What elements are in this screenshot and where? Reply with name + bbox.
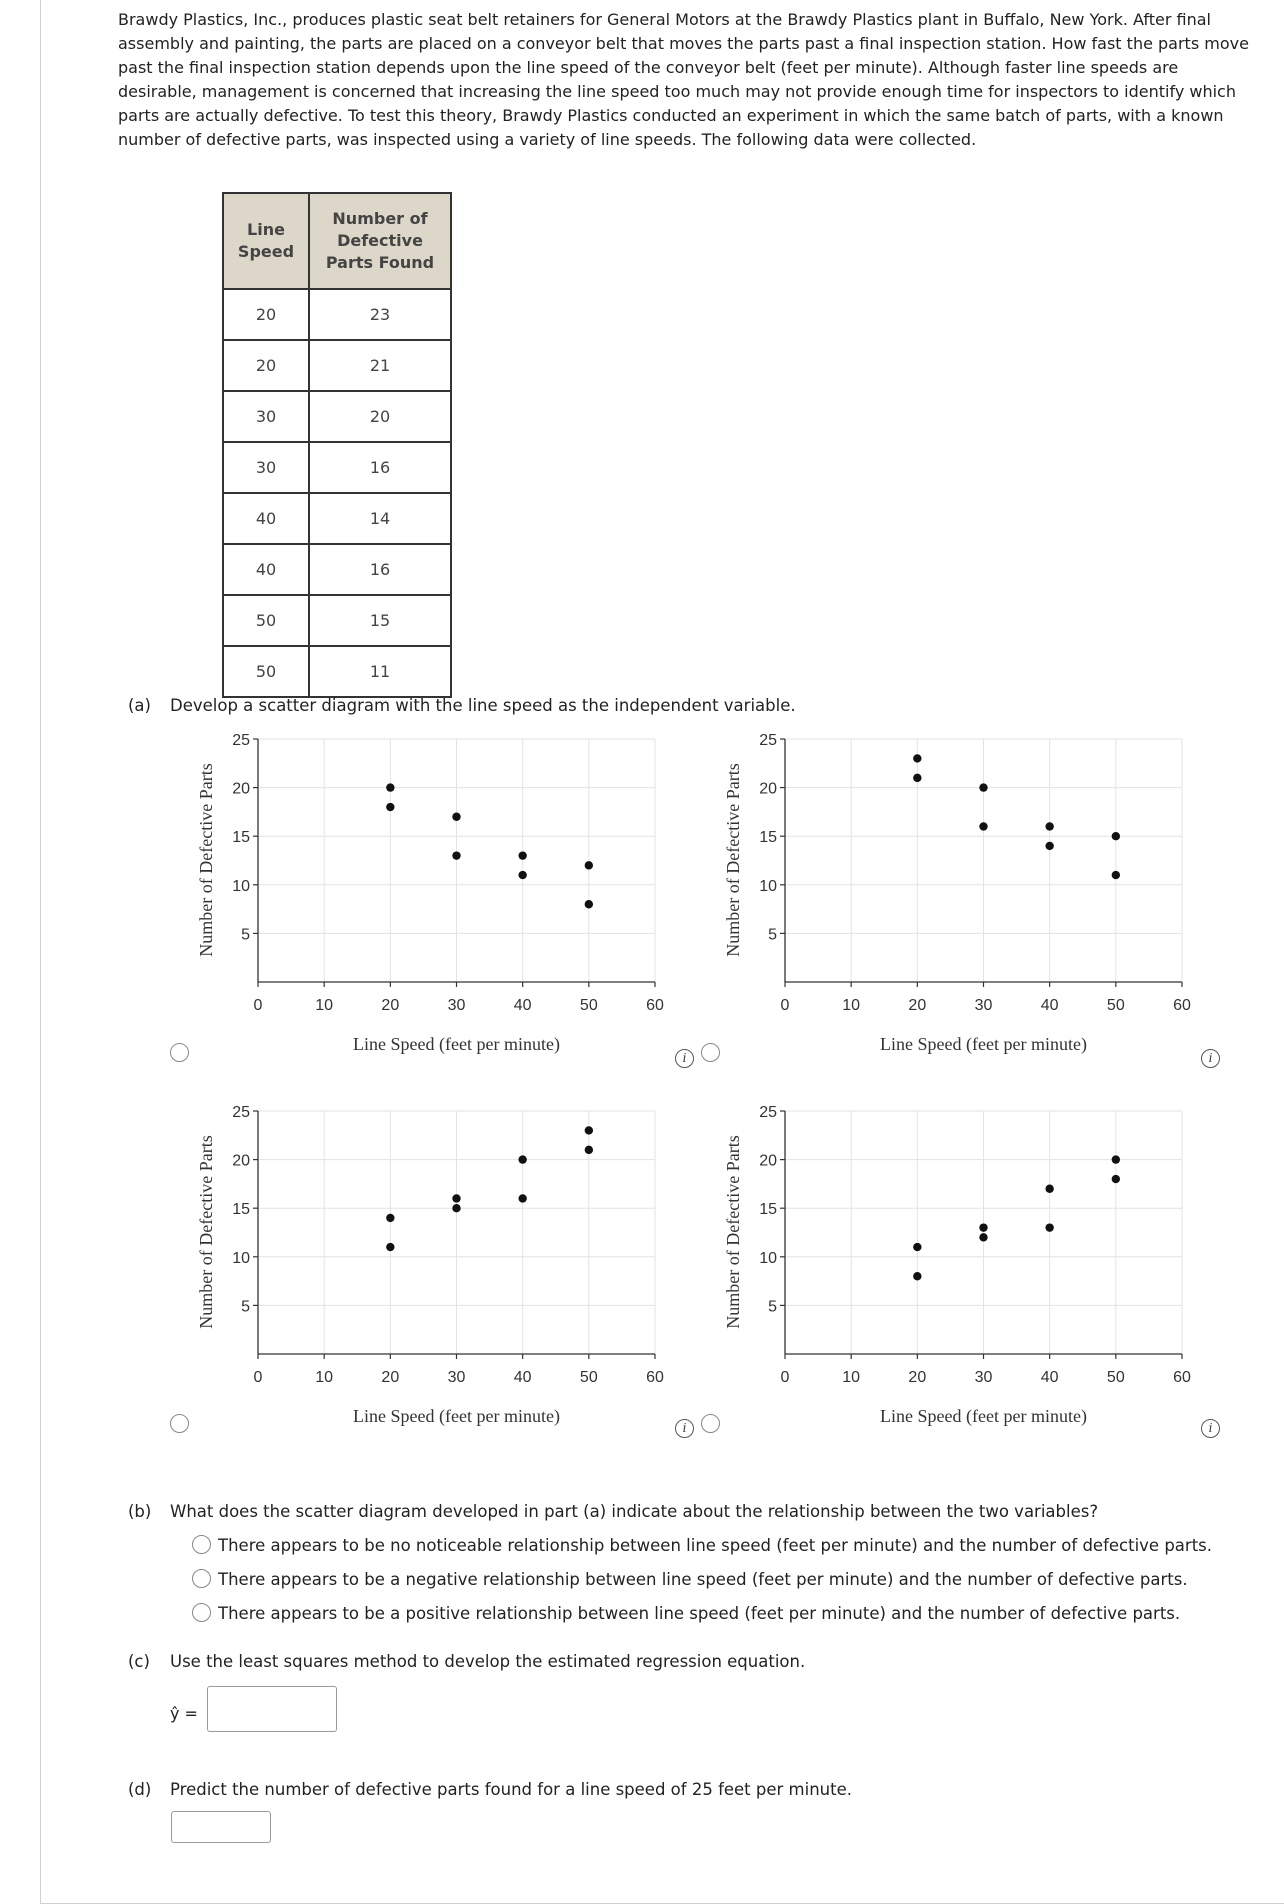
y-tick-label: 25 [232, 1104, 250, 1121]
cell-line-speed: 40 [223, 493, 309, 544]
y-tick-label: 15 [759, 1201, 777, 1219]
data-point [585, 900, 593, 908]
x-tick-label: 60 [1173, 997, 1191, 1014]
data-point [386, 1214, 394, 1222]
data-point [979, 1223, 987, 1231]
cell-line-speed: 30 [223, 442, 309, 493]
data-point [913, 1243, 921, 1251]
cell-line-speed: 40 [223, 544, 309, 595]
data-point [1045, 822, 1053, 830]
table-row [223, 391, 451, 442]
cell-defective-parts: 16 [309, 442, 451, 493]
x-tick-label: 10 [842, 1369, 861, 1386]
prediction-input[interactable] [171, 1811, 271, 1843]
x-tick-label: 50 [1106, 1369, 1125, 1386]
table-row [223, 340, 451, 391]
x-tick-label: 30 [447, 1369, 466, 1386]
y-tick-label: 10 [759, 877, 777, 895]
regression-equation-input[interactable] [207, 1686, 337, 1732]
y-tick-label: 20 [232, 780, 250, 798]
data-table [222, 192, 452, 698]
cell-defective-parts: 21 [309, 340, 451, 391]
data-point [1045, 1223, 1053, 1231]
y-tick-label: 15 [232, 829, 250, 847]
data-point [585, 1146, 593, 1154]
data-point [452, 1204, 460, 1212]
data-point [386, 1243, 394, 1251]
y-tick-label: 10 [232, 877, 250, 895]
y-tick-label: 20 [759, 1152, 777, 1170]
x-tick-label: 30 [974, 997, 993, 1014]
y-tick-label: 5 [241, 926, 250, 944]
scatter-chart-option-4 [717, 1097, 1217, 1437]
y-tick-label: 5 [241, 1298, 250, 1316]
x-tick-label: 40 [1040, 1369, 1059, 1386]
data-point [1045, 1185, 1053, 1193]
data-point [518, 1194, 526, 1202]
y-tick-label: 20 [759, 780, 777, 798]
x-axis-title: Line Speed (feet per minute) [353, 1034, 560, 1054]
cell-line-speed: 30 [223, 391, 309, 442]
x-tick-label: 40 [513, 1369, 532, 1386]
part-b-option-2[interactable]: There appears to be a negative relationship between line speed (feet per minute) and the number of defective parts. [192, 1569, 1188, 1589]
cell-line-speed: 20 [223, 340, 309, 391]
data-point [386, 783, 394, 791]
y-tick-label: 25 [759, 1104, 777, 1121]
chart-option-3-radio[interactable] [170, 1414, 189, 1433]
data-point [518, 871, 526, 879]
y-tick-label: 20 [232, 1152, 250, 1170]
x-axis-title: Line Speed (feet per minute) [880, 1406, 1087, 1426]
part-b-option-3-radio[interactable] [192, 1603, 211, 1622]
y-tick-label: 10 [232, 1249, 250, 1267]
data-point [585, 861, 593, 869]
x-tick-label: 40 [513, 997, 532, 1014]
x-tick-label: 0 [253, 997, 263, 1014]
cell-line-speed: 50 [223, 646, 309, 697]
data-point [979, 783, 987, 791]
y-tick-label: 10 [759, 1249, 777, 1267]
x-tick-label: 10 [315, 997, 334, 1014]
cell-defective-parts: 23 [309, 289, 451, 340]
x-tick-label: 10 [315, 1369, 334, 1386]
x-tick-label: 30 [974, 1369, 993, 1386]
regression-equation-label: ŷ = [170, 1704, 198, 1723]
data-point [979, 822, 987, 830]
data-point [979, 1233, 987, 1241]
part-d-prompt: (d) Predict the number of defective parts found for a line speed of 25 feet per minute. [128, 1780, 852, 1799]
data-point [1112, 871, 1120, 879]
data-point [518, 851, 526, 859]
chart-option-4-radio[interactable] [701, 1414, 720, 1433]
y-axis-title: Number of Defective Parts [196, 1135, 216, 1329]
cell-defective-parts: 15 [309, 595, 451, 646]
y-tick-label: 5 [768, 1298, 777, 1316]
y-tick-label: 25 [759, 732, 777, 749]
part-b-option-1[interactable]: There appears to be no noticeable relationship between line speed (feet per minute) and the number of defective parts. [192, 1535, 1212, 1555]
table-header-row [223, 193, 451, 289]
header-line-speed: Line Speed [223, 193, 309, 289]
chart-option-2-radio[interactable] [701, 1043, 720, 1062]
part-b-option-2-radio[interactable] [192, 1569, 211, 1588]
table-row [223, 544, 451, 595]
cell-defective-parts: 16 [309, 544, 451, 595]
cell-line-speed: 20 [223, 289, 309, 340]
cell-defective-parts: 11 [309, 646, 451, 697]
x-tick-label: 20 [381, 1369, 400, 1386]
table-row [223, 493, 451, 544]
x-tick-label: 60 [646, 997, 664, 1014]
part-b-prompt: (b) What does the scatter diagram developed in part (a) indicate about the relationship between the two variables? [128, 1502, 1099, 1521]
scatter-chart-option-2 [717, 725, 1217, 1065]
data-point [1112, 1155, 1120, 1163]
scatter-chart-option-1 [190, 725, 690, 1065]
data-point [518, 1155, 526, 1163]
data-point [452, 851, 460, 859]
y-axis-title: Number of Defective Parts [723, 1135, 743, 1329]
x-tick-label: 40 [1040, 997, 1059, 1014]
y-axis-title: Number of Defective Parts [196, 763, 216, 957]
y-axis-title: Number of Defective Parts [723, 763, 743, 957]
table-row [223, 442, 451, 493]
y-tick-label: 15 [232, 1201, 250, 1219]
x-tick-label: 50 [579, 1369, 598, 1386]
data-point [1045, 842, 1053, 850]
chart-option-3-info-icon[interactable]: i [675, 1419, 694, 1438]
x-tick-label: 20 [381, 997, 400, 1014]
x-tick-label: 0 [780, 1369, 790, 1386]
cell-defective-parts: 20 [309, 391, 451, 442]
part-c-prompt: (c) Use the least squares method to develop the estimated regression equation. [128, 1652, 806, 1671]
data-point [913, 774, 921, 782]
chart-option-2-info-icon[interactable]: i [1201, 1049, 1220, 1068]
cell-line-speed: 50 [223, 595, 309, 646]
data-point [585, 1126, 593, 1134]
data-point [452, 813, 460, 821]
data-point [913, 1272, 921, 1280]
x-tick-label: 60 [1173, 1369, 1191, 1386]
x-tick-label: 20 [908, 997, 927, 1014]
header-defective-parts: Number of Defective Parts Found [309, 193, 451, 289]
x-axis-title: Line Speed (feet per minute) [880, 1034, 1087, 1054]
x-tick-label: 50 [579, 997, 598, 1014]
x-tick-label: 10 [842, 997, 861, 1014]
y-tick-label: 5 [768, 926, 777, 944]
chart-option-1-info-icon[interactable]: i [675, 1049, 694, 1068]
x-tick-label: 50 [1106, 997, 1125, 1014]
x-tick-label: 0 [780, 997, 790, 1014]
x-axis-title: Line Speed (feet per minute) [353, 1406, 560, 1426]
y-tick-label: 15 [759, 829, 777, 847]
x-tick-label: 30 [447, 997, 466, 1014]
table-row [223, 289, 451, 340]
problem-intro: Brawdy Plastics, Inc., produces plastic seat belt retainers for General Motors at the Brawdy Plastics plant in Buffalo, New York. After final assembly and painting, the parts are placed on a conveyor belt that moves the parts past a final inspection station. How fast the parts move past the final inspection station depends upon the line speed of the conveyor belt (feet per minute). Although faster line speeds are desirable, management is concerned that increasing the line speed too much may not provide enough time for inspectors to identify which parts are actually defective. To test this theory, Brawdy Plastics conducted an experiment in which the same batch of parts, with a known number of defective parts, was inspected using a variety of line speeds. The following data were collected. [118, 10, 1249, 149]
part-b-option-3[interactable]: There appears to be a positive relationship between line speed (feet per minute) and the number of defective parts. [192, 1603, 1180, 1623]
chart-option-4-info-icon[interactable]: i [1201, 1419, 1220, 1438]
cell-defective-parts: 14 [309, 493, 451, 544]
data-point [913, 754, 921, 762]
data-point [1112, 1175, 1120, 1183]
part-b-option-1-radio[interactable] [192, 1535, 211, 1554]
scatter-chart-option-3 [190, 1097, 690, 1437]
x-tick-label: 20 [908, 1369, 927, 1386]
data-point [1112, 832, 1120, 840]
table-row [223, 595, 451, 646]
table-row [223, 646, 451, 697]
data-point [386, 803, 394, 811]
part-a-prompt: (a) Develop a scatter diagram with the line speed as the independent variable. [128, 696, 796, 715]
data-point [452, 1194, 460, 1202]
x-tick-label: 60 [646, 1369, 664, 1386]
x-tick-label: 0 [253, 1369, 263, 1386]
chart-option-1-radio[interactable] [170, 1043, 189, 1062]
y-tick-label: 25 [232, 732, 250, 749]
